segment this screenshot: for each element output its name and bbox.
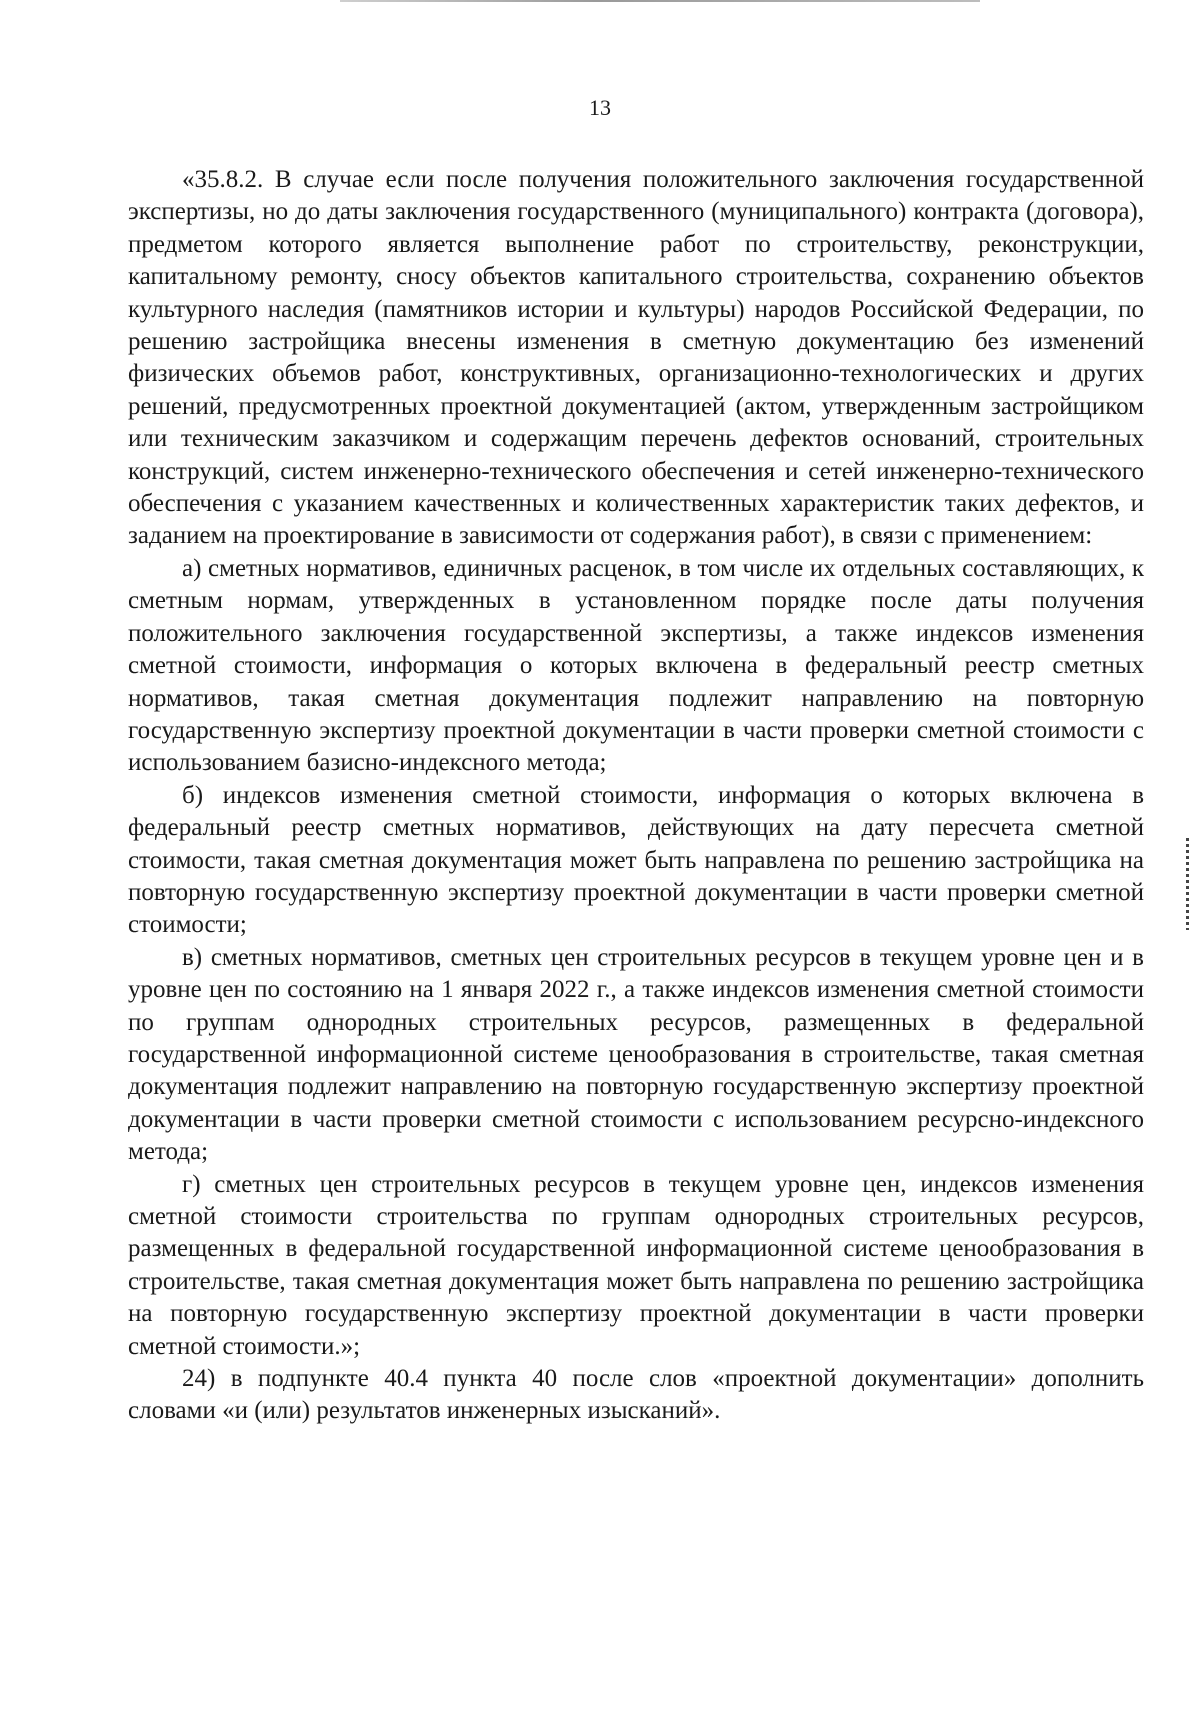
binding-stitch-mark — [1186, 838, 1189, 930]
scan-edge-line — [340, 0, 980, 2]
page-number: 13 — [589, 95, 611, 120]
paragraph-item-a: а) сметных нормативов, единичных расценок, в том числе их отдельных составляющих, к сметным нормам, утвержденных в установленном порядке после даты получения положительного заключения государственной экспертизы, а также индексов изменения сметной стоимости, информация о которых включена в федеральный реестр сметных нормативов, такая сметная документация подлежит направлению на повторную государственную экспертизу проектной документации в части проверки сметной стоимости с использованием базисно-индексного метода; — [128, 554, 1144, 777]
paragraph-item-24: 24) в подпункте 40.4 пункта 40 после слов «проектной документации» дополнить словами «и (или) результатов инженерных изысканий». — [128, 1365, 1144, 1425]
paragraph-item-b: б) индексов изменения сметной стоимости, информация о которых включена в федеральный реестр сметных нормативов, действующих на дату пересчета сметной стоимости, такая сметная документация может быть направлена по решению застройщика на повторную государственную экспертизу проектной документации в части проверки сметной стоимости; — [128, 781, 1144, 939]
paragraph-item-v: в) сметных нормативов, сметных цен строительных ресурсов в текущем уровне цен и в уровне цен по состоянию на 1 января 2022 г., а также индексов изменения сметной стоимости по группам однородных строительных ресурсов, размещенных в федеральной государственной информационной системе ценообразования в строительстве, такая сметная документация подлежит направлению на повторную государственную экспертизу проектной документации в части проверки сметной стоимости с использованием ресурсно-индексного метода; — [128, 943, 1144, 1166]
paragraph-item-g: г) сметных цен строительных ресурсов в текущем уровне цен, индексов изменения сметной стоимости строительства по группам однородных строительных ресурсов, размещенных в федеральной государственной информационной системе ценообразования в строительстве, такая сметная документация может быть направлена по решению застройщика на повторную государственную экспертизу проектной документации в части проверки сметной стоимости.»; — [128, 1170, 1144, 1360]
paragraph-35-8-2: «35.8.2. В случае если после получения положительного заключения государственной экспертизы, но до даты заключения государственного (муниципального) контракта (договора), предметом которого является выполнение работ по строительству, реконструкции, капитальному ремонту, сносу объектов капитального строительства, сохранению объектов культурного наследия (памятников истории и культуры) народов Российской Федерации, по решению застройщика внесены изменения в сметную документацию без изменений физических объемов работ, конструктивных, организационно-технологических и других решений, предусмотренных проектной документацией (актом, утвержденным застройщиком или техническим заказчиком и содержащим перечень дефектов оснований, строительных конструкций, систем инженерно-технического обеспечения и сетей инженерно-технического обеспечения с указанием качественных и количественных характеристик таких дефектов, и заданием на проектирование в зависимости от содержания работ), в связи с применением: — [128, 166, 1144, 550]
document-body — [128, 164, 1144, 1428]
